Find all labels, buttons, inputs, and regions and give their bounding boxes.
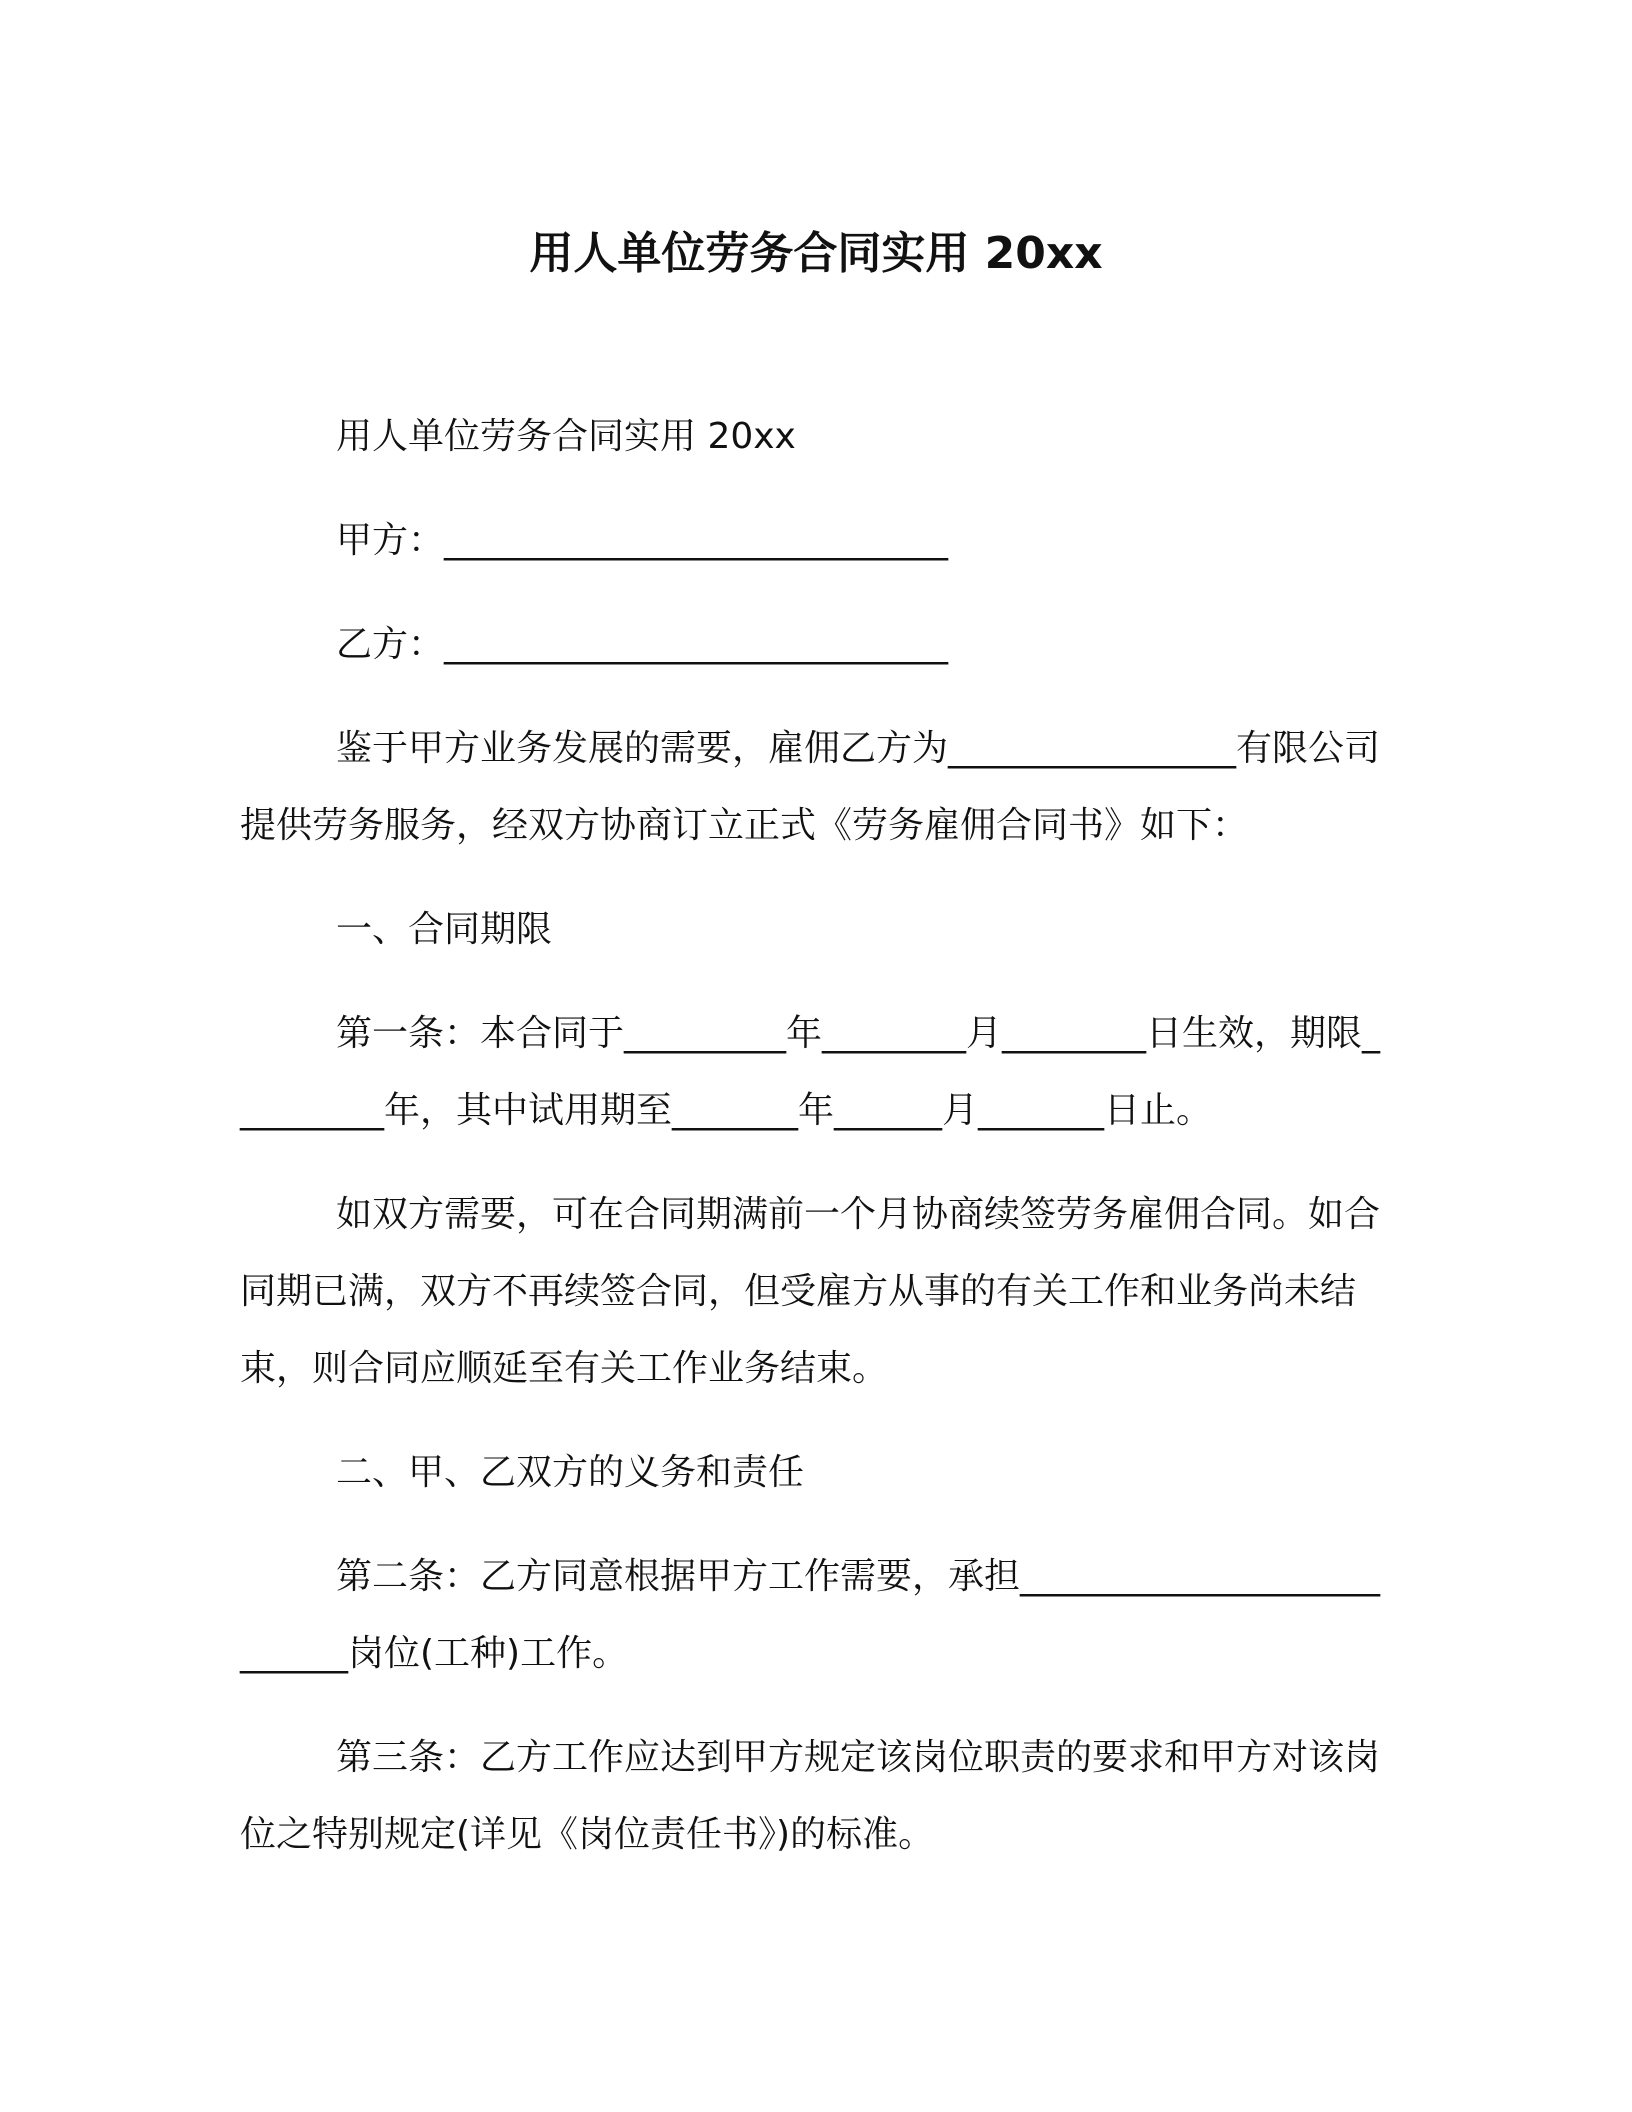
renewal-paragraph: 如双方需要，可在合同期满前一个月协商续签劳务雇佣合同。如合同期已满，双方不再续签合同，但受雇方从事的有关工作和业务尚未结束，则合同应顺延至有关工作业务结束。 [240, 1194, 1381, 1389]
subtitle-paragraph: 用人单位劳务合同实用 20xx [336, 416, 796, 457]
document-title: 用人单位劳务合同实用 20xx [529, 228, 1103, 279]
preamble-paragraph: 鉴于甲方业务发展的需要，雇佣乙方为________________有限公司提供劳务服务，经双方协商订立正式《劳务雇佣合同书》如下： [240, 728, 1381, 846]
party-a-line: 甲方：____________________________ [336, 520, 949, 561]
section-heading-contract-term: 一、合同期限 [336, 909, 553, 950]
document-body [240, 398, 1392, 1900]
article-1-paragraph: 第一条：本合同于_________年________月________日生效，期限_________年，其中试用期至_______年______月_______日止。 [240, 1013, 1381, 1131]
party-b-line: 乙方：____________________________ [336, 624, 949, 665]
section-heading-obligations: 二、甲、乙双方的义务和责任 [336, 1452, 805, 1493]
article-3-paragraph: 第三条：乙方工作应达到甲方规定该岗位职责的要求和甲方对该岗位之特别规定(详见《岗位责任书》)的标准。 [240, 1737, 1381, 1855]
article-2-paragraph: 第二条：乙方同意根据甲方工作需要，承担__________________________岗位(工种)工作。 [240, 1556, 1381, 1674]
